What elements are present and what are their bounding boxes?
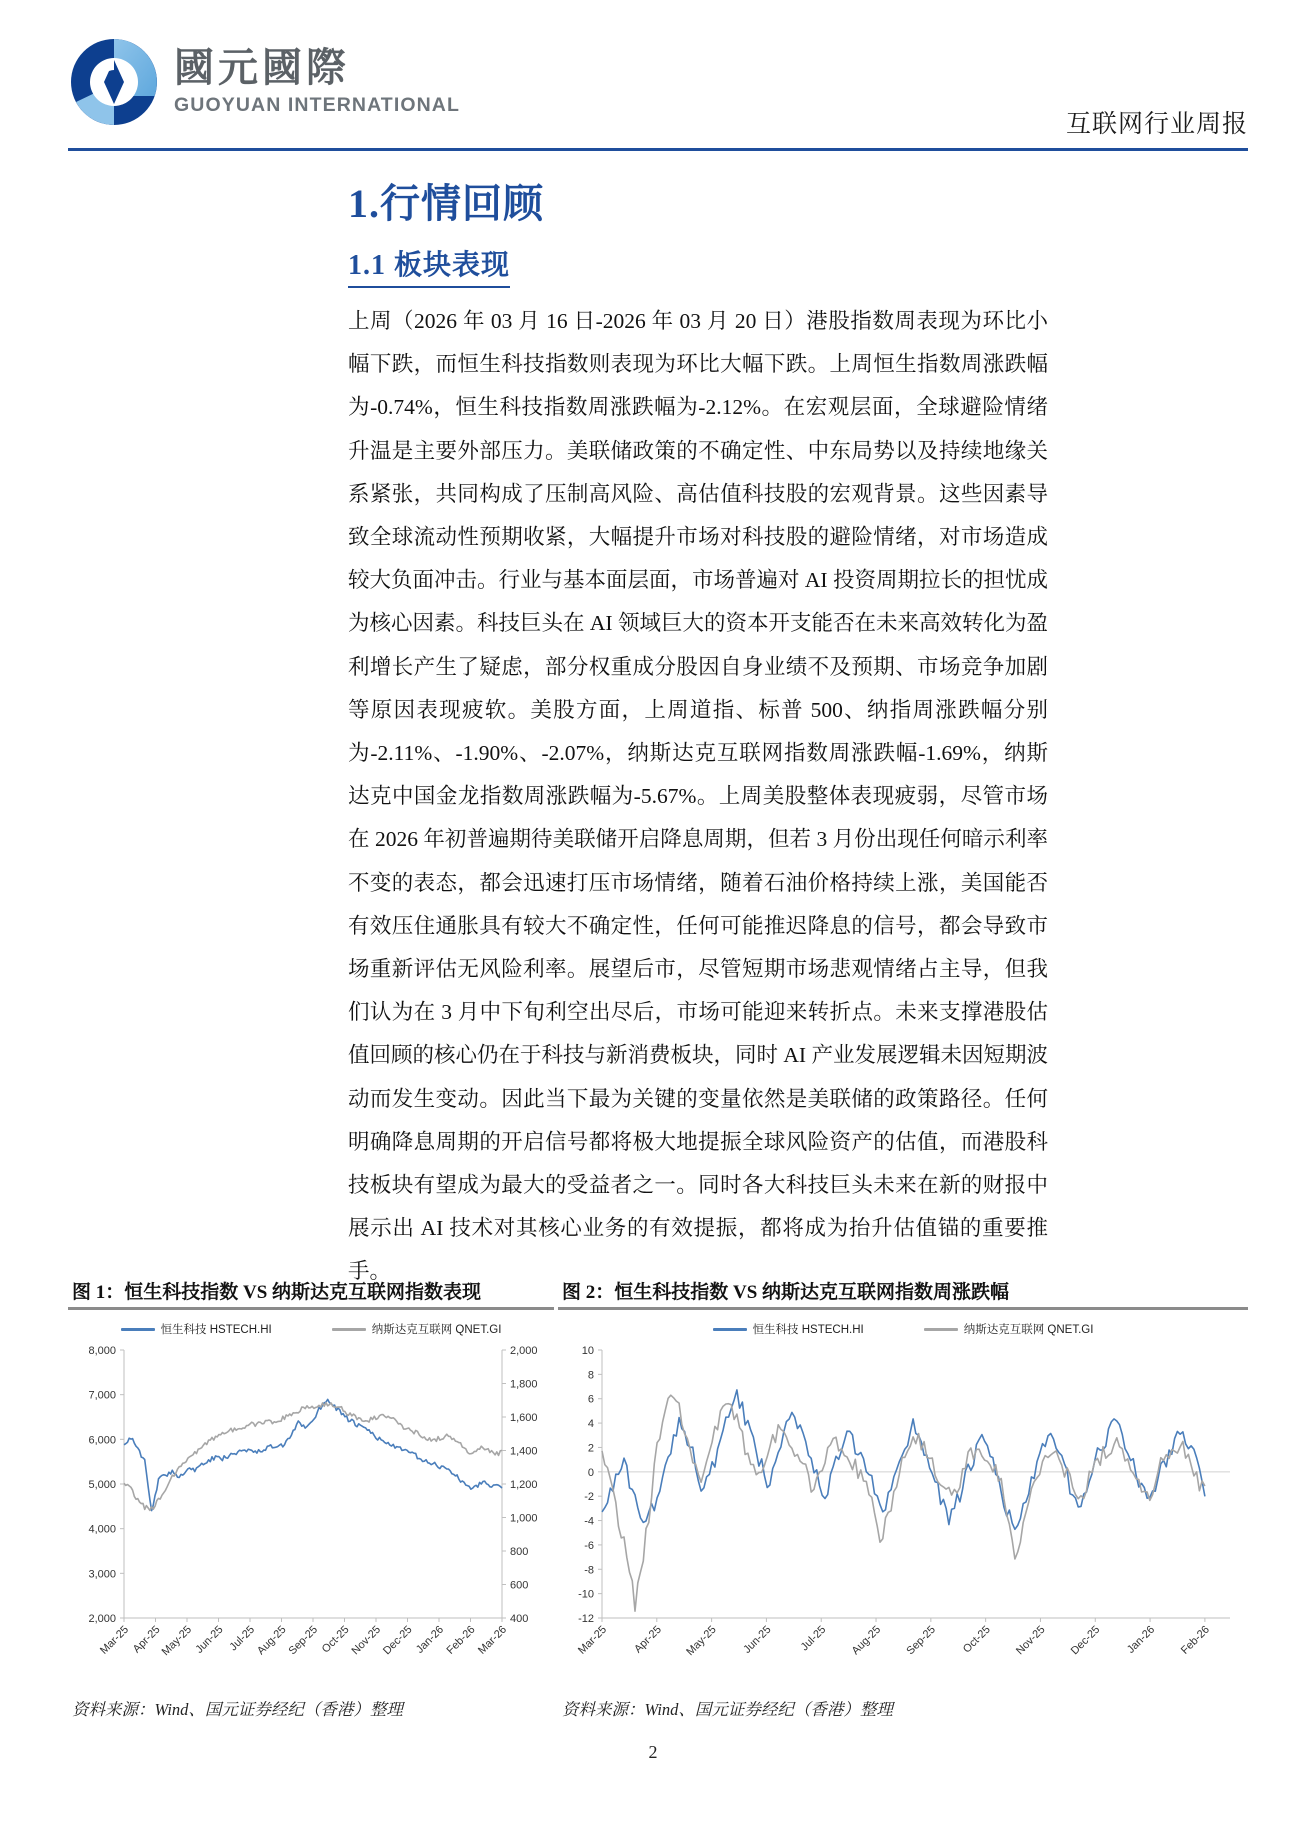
svg-text:Mar-25: Mar-25: [97, 1623, 132, 1657]
svg-text:400: 400: [510, 1613, 529, 1625]
svg-text:3,000: 3,000: [88, 1568, 116, 1581]
legend-swatch-qnet: [332, 1328, 366, 1331]
svg-text:6,000: 6,000: [88, 1434, 116, 1447]
figure-2-chart: [558, 1316, 1248, 1676]
company-logo: [68, 36, 460, 128]
svg-text:-2: -2: [584, 1491, 594, 1504]
legend-item-hstech: [121, 1321, 272, 1337]
figure-1-caption: 图 1：恒生科技指数 VS 纳斯达克互联网指数表现: [72, 1282, 482, 1303]
svg-text:Nov-25: Nov-25: [1014, 1623, 1048, 1658]
svg-text:1,400: 1,400: [510, 1445, 538, 1458]
svg-text:6: 6: [587, 1393, 594, 1406]
svg-text:-6: -6: [584, 1539, 594, 1552]
svg-text:4: 4: [587, 1418, 594, 1431]
section-heading-1: 1.行情回顾: [348, 181, 544, 226]
svg-text:Oct-25: Oct-25: [960, 1623, 993, 1656]
svg-text:-4: -4: [584, 1515, 594, 1528]
svg-text:Sep-25: Sep-25: [904, 1623, 938, 1658]
header-divider: [68, 148, 1248, 151]
svg-text:May-25: May-25: [159, 1623, 195, 1659]
legend-label-hstech-2: 恒生科技 HSTECH.HI: [752, 1324, 864, 1336]
svg-text:Aug-25: Aug-25: [849, 1623, 884, 1658]
figure-2-caption: 图 2：恒生科技指数 VS 纳斯达克互联网指数周涨跌幅: [562, 1282, 1010, 1303]
logo-cn-text: 國元國際: [174, 46, 350, 90]
report-series-title: 互联网行业周报: [1065, 111, 1248, 138]
legend-item-qnet-2: [924, 1321, 1094, 1337]
svg-text:0: 0: [587, 1466, 594, 1479]
svg-text:Apr-25: Apr-25: [632, 1623, 664, 1656]
legend-item-hstech-2: [713, 1321, 864, 1337]
figure-2-source: 资料来源：Wind、国元证券经纪（香港）整理: [562, 1700, 893, 1719]
svg-text:May-25: May-25: [684, 1623, 719, 1659]
svg-text:-8: -8: [584, 1564, 594, 1577]
legend-label-qnet: 纳斯达克互联网 QNET.GI: [371, 1324, 502, 1336]
svg-text:Dec-25: Dec-25: [1068, 1623, 1103, 1658]
svg-text:Nov-25: Nov-25: [349, 1623, 384, 1658]
svg-text:-12: -12: [578, 1613, 594, 1625]
svg-text:8: 8: [587, 1369, 594, 1382]
svg-text:5,000: 5,000: [88, 1479, 116, 1491]
svg-text:-10: -10: [578, 1588, 594, 1601]
svg-text:Mar-25: Mar-25: [575, 1623, 610, 1657]
figure-1-plot: [68, 1342, 554, 1676]
figure-1-svg: [68, 1342, 554, 1676]
svg-text:Oct-25: Oct-25: [319, 1623, 352, 1656]
logo-en-text: GUOYUAN INTERNATIONAL: [174, 94, 460, 116]
svg-text:Jul-25: Jul-25: [227, 1623, 258, 1654]
svg-text:Jun-25: Jun-25: [193, 1623, 226, 1656]
svg-text:10: 10: [581, 1345, 594, 1357]
figure-2-plot: [558, 1342, 1248, 1676]
section-heading-1-1: 1.1 板块表现: [348, 243, 510, 288]
series-line-1: [602, 1395, 1205, 1611]
figure-2-svg: [558, 1342, 1248, 1676]
svg-text:2: 2: [587, 1442, 594, 1455]
svg-text:2,000: 2,000: [88, 1613, 116, 1625]
page-number: 2: [648, 1742, 658, 1762]
figure-1-legend: [68, 1316, 554, 1342]
figure-2-legend: [558, 1316, 1248, 1342]
svg-text:Feb-26: Feb-26: [1178, 1623, 1213, 1657]
figure-1-chart: [68, 1316, 554, 1676]
legend-item-qnet: [332, 1321, 502, 1337]
svg-text:7,000: 7,000: [88, 1389, 116, 1402]
body-paragraph: 上周（2026 年 03 月 16 日-2026 年 03 月 20 日）港股指数周表现为环比小幅下跌，而恒生科技指数则表现为环比大幅下跌。上周恒生指数周涨跌幅为-0.74%，恒生科技指数周涨跌幅为-2.12%。在宏观层面，全球避险情绪升温是主要外部压力。美联储政策的不确定性、中东局势以及持续地缘关系紧张，共同构成了压制高风险、高估值科技股的宏观背景。这些因素导致全球流动性预期收紧，大幅提升市场对科技股的避险情绪，对市场造成较大负面冲击。行业与基本面层面，市场普遍对 AI 投资周期拉长的担忧成为核心因素。科技巨头在 AI 领域巨大的资本开支能否在未来高效转化为盈利增长产生了疑虑，部分权重成分股因自身业绩不及预期、市场竞争加剧等原因表现疲软。美股方面，上周道指、标普 500、纳指周涨跌幅分别为-2.11%、-1.90%、-2.07%，纳斯达克互联网指数周涨跌幅-1.69%，纳斯达克中国金龙指数周涨跌幅为-5.67%。上周美股整体表现疲弱，尽管市场在 2026 年初普遍期待美联储开启降息周期，但若 3 月份出现任何暗示利率不变的表态，都会迅速打压市场情绪，随着石油价格持续上涨，美国能否有效压住通胀具有较大不确定性，任何可能推迟降息的信号，都会导致市场重新评估无风险利率。展望后市，尽管短期市场悲观情绪占主导，但我们认为在 3 月中下旬利空出尽后，市场可能迎来转折点。未来支撑港股估值回顾的核心仍在于科技与新消费板块，同时 AI 产业发展逻辑未因短期波动而发生变动。因此当下最为关键的变量依然是美联储的政策路径。任何明确降息周期的开启信号都将极大地提振全球风险资产的估值，而港股科技板块有望成为最大的受益者之一。同时各大科技巨头未来在新的财报中展示出 AI 技术对其核心业务的有效提振，都将成为抬升估值锚的重要推手。: [348, 309, 1048, 1284]
legend-swatch-hstech: [121, 1328, 155, 1331]
svg-text:Jan-26: Jan-26: [1124, 1623, 1158, 1656]
svg-text:1,200: 1,200: [510, 1479, 538, 1491]
svg-text:Jul-25: Jul-25: [798, 1623, 829, 1654]
series-line-1: [124, 1403, 502, 1511]
svg-text:Aug-25: Aug-25: [255, 1623, 289, 1658]
svg-text:Mar-26: Mar-26: [475, 1623, 510, 1657]
logo-wordmark: [174, 47, 460, 117]
legend-swatch-qnet-2: [924, 1328, 958, 1331]
series-line-0: [124, 1399, 502, 1510]
svg-text:600: 600: [510, 1579, 529, 1592]
svg-text:1,000: 1,000: [510, 1512, 538, 1525]
svg-text:4,000: 4,000: [88, 1523, 116, 1536]
svg-text:2,000: 2,000: [510, 1345, 538, 1357]
svg-text:1,800: 1,800: [510, 1378, 538, 1391]
svg-text:Dec-25: Dec-25: [381, 1623, 415, 1658]
figure-1-source: 资料来源：Wind、国元证券经纪（香港）整理: [72, 1700, 403, 1719]
svg-text:8,000: 8,000: [88, 1345, 116, 1357]
figure-1-caption-rule: [68, 1307, 554, 1310]
svg-text:Feb-26: Feb-26: [444, 1623, 478, 1657]
legend-label-hstech: 恒生科技 HSTECH.HI: [160, 1324, 272, 1336]
svg-text:Apr-25: Apr-25: [130, 1623, 163, 1656]
legend-label-qnet-2: 纳斯达克互联网 QNET.GI: [963, 1324, 1094, 1336]
legend-swatch-hstech-2: [713, 1328, 747, 1331]
guoyuan-circular-logo-icon: [68, 36, 160, 128]
svg-text:800: 800: [510, 1546, 529, 1558]
svg-text:Jan-26: Jan-26: [413, 1623, 447, 1656]
svg-text:Sep-25: Sep-25: [286, 1623, 321, 1658]
svg-text:Jun-25: Jun-25: [741, 1623, 774, 1656]
svg-text:1,600: 1,600: [510, 1412, 538, 1424]
page-header: [68, 28, 1248, 146]
figure-2-caption-rule: [558, 1307, 1248, 1310]
